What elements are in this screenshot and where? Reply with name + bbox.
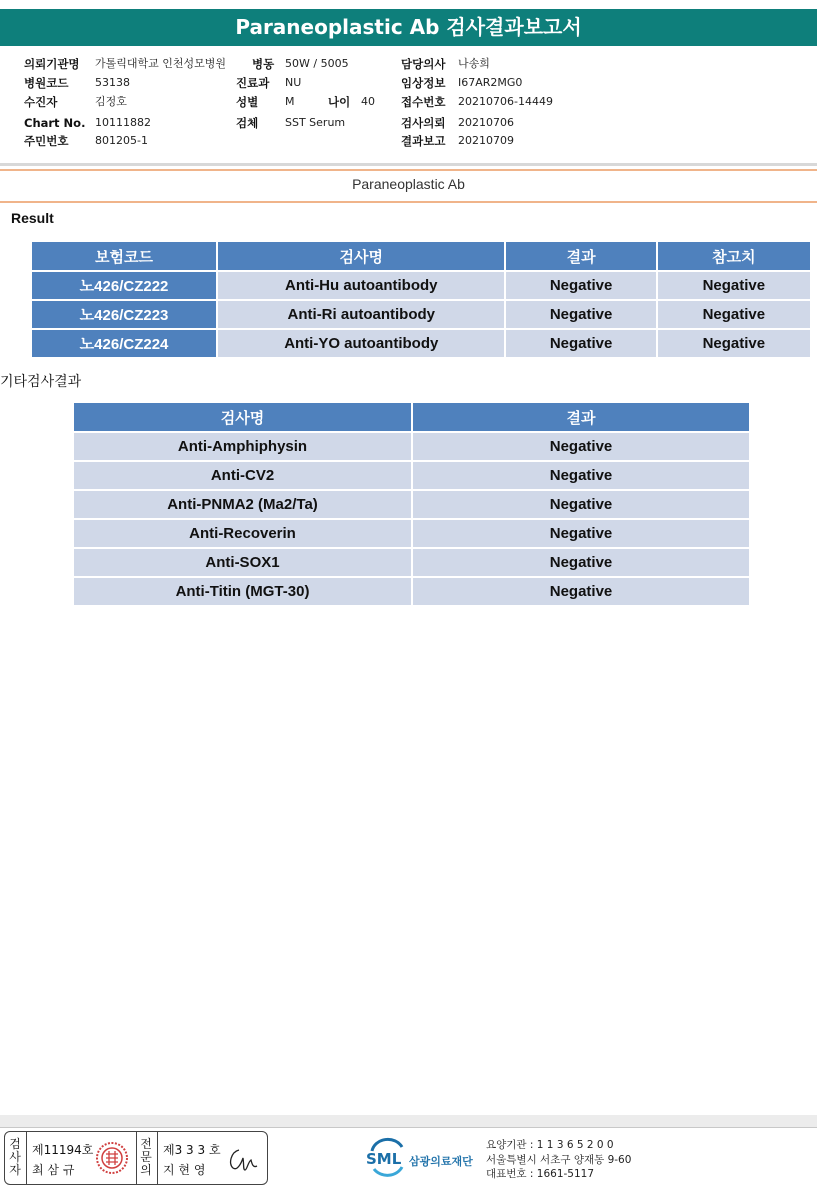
recipient-label: 수진자	[24, 95, 58, 109]
test-name: Anti-YO autoantibody	[218, 330, 504, 357]
signature-divider	[136, 1132, 137, 1184]
col-header-insurance-code: 보험코드	[32, 242, 216, 270]
test-result: Negative	[413, 491, 749, 518]
doctor-label: 담당의사	[401, 57, 446, 71]
test-name: Anti-Recoverin	[74, 520, 411, 547]
col-header-result: 결과	[413, 403, 749, 431]
chart-no: 10111882	[95, 116, 151, 129]
table-row	[74, 578, 749, 605]
report-title: Paraneoplastic Ab 검사결과보고서	[0, 9, 817, 46]
table-row	[74, 549, 749, 576]
org-name: 삼광의료재단	[409, 1155, 473, 1168]
reference-value: Negative	[658, 330, 810, 357]
other-table-header	[74, 403, 749, 431]
col-header-test-name: 검사명	[218, 242, 504, 270]
sex: M	[285, 95, 295, 108]
chart-no-label: Chart No.	[24, 116, 86, 130]
insurance-code: 노426/CZ222	[32, 272, 216, 299]
test-result: Negative	[413, 462, 749, 489]
sex-label: 성별	[236, 95, 259, 109]
test-name: Anti-SOX1	[74, 549, 411, 576]
ward-label: 병동	[252, 57, 275, 71]
col-header-reference: 참고치	[658, 242, 810, 270]
care-institution-number: 요양기관 : 1 1 3 6 5 2 0 0	[486, 1139, 614, 1151]
ward: 50W / 5005	[285, 57, 349, 70]
col-header-test-name: 검사명	[74, 403, 411, 431]
requesting-org: 가톨릭대학교 인천성모병원	[95, 57, 227, 70]
test-result: Negative	[413, 549, 749, 576]
test-name: Anti-Amphiphysin	[74, 433, 411, 460]
reference-value: Negative	[658, 301, 810, 328]
test-result: Negative	[506, 301, 655, 328]
doctor: 나송희	[458, 57, 490, 70]
receipt-no: 20210706-14449	[458, 95, 553, 108]
signature-divider	[157, 1132, 158, 1184]
org-phone: 대표번호 : 1661-5117	[486, 1168, 595, 1180]
test-name: Anti-CV2	[74, 462, 411, 489]
test-result: Negative	[506, 272, 655, 299]
insurance-code: 노426/CZ223	[32, 301, 216, 328]
sml-logo-icon	[366, 1137, 408, 1181]
table-row	[32, 330, 810, 357]
examiner-seal-icon	[95, 1141, 129, 1178]
table-row	[74, 462, 749, 489]
test-result: Negative	[413, 520, 749, 547]
other-results-label: 기타검사결과	[0, 374, 82, 390]
examiner-license: 제11194호	[32, 1143, 94, 1157]
clinical-info: I67AR2MG0	[458, 76, 523, 89]
test-result: Negative	[413, 578, 749, 605]
signature-box	[4, 1131, 268, 1185]
result-report-date: 20210709	[458, 134, 514, 147]
specialist-signature-icon	[225, 1144, 261, 1177]
org-address: 서울특별시 서초구 양재동 9-60	[486, 1153, 632, 1166]
test-request-date: 20210706	[458, 116, 514, 129]
department-label: 진료과	[236, 76, 270, 90]
reference-value: Negative	[658, 272, 810, 299]
hospital-code-label: 병원코드	[24, 76, 69, 90]
footer-divider	[0, 1127, 817, 1128]
col-header-result: 결과	[506, 242, 655, 270]
examiner-name: 최 삼 규	[32, 1163, 75, 1177]
result-table-header	[32, 242, 810, 270]
test-request-label: 검사의뢰	[401, 116, 446, 130]
test-result: Negative	[413, 433, 749, 460]
footer-band	[0, 1115, 817, 1127]
resident-no: 801205-1	[95, 134, 148, 147]
table-row	[74, 491, 749, 518]
test-name: Anti-Hu autoantibody	[218, 272, 504, 299]
specialist-license: 제3 3 3 호	[163, 1143, 221, 1157]
result-report-label: 결과보고	[401, 134, 446, 148]
section-title: Paraneoplastic Ab	[352, 176, 465, 192]
logo-text: SML	[366, 1150, 402, 1168]
resident-no-label: 주민번호	[24, 134, 69, 148]
section-divider-top	[0, 169, 817, 171]
result-label: Result	[11, 210, 54, 226]
specialist-label: 전 문 의	[140, 1137, 152, 1177]
header-divider	[0, 163, 817, 166]
specimen: SST Serum	[285, 116, 346, 129]
department: NU	[285, 76, 302, 89]
test-name: Anti-Ri autoantibody	[218, 301, 504, 328]
recipient: 김정호	[95, 95, 127, 108]
age-label: 나이	[328, 95, 351, 109]
age: 40	[361, 95, 375, 108]
table-row	[74, 520, 749, 547]
requesting-org-label: 의뢰기관명	[24, 57, 80, 71]
test-result: Negative	[506, 330, 655, 357]
section-divider-bottom	[0, 201, 817, 203]
test-name: Anti-Titin (MGT-30)	[74, 578, 411, 605]
table-row	[32, 301, 810, 328]
signature-divider	[26, 1132, 27, 1184]
specimen-label: 검체	[236, 116, 259, 130]
other-results-table	[72, 401, 751, 607]
insurance-code: 노426/CZ224	[32, 330, 216, 357]
result-table	[30, 240, 812, 359]
specialist-name: 지 현 영	[163, 1163, 206, 1177]
receipt-no-label: 접수번호	[401, 95, 446, 109]
org-info	[486, 1138, 631, 1182]
table-row	[74, 433, 749, 460]
clinical-info-label: 임상정보	[401, 76, 446, 90]
examiner-label: 검 사 자	[9, 1137, 21, 1177]
hospital-code: 53138	[95, 76, 130, 89]
table-row	[32, 272, 810, 299]
test-name: Anti-PNMA2 (Ma2/Ta)	[74, 491, 411, 518]
